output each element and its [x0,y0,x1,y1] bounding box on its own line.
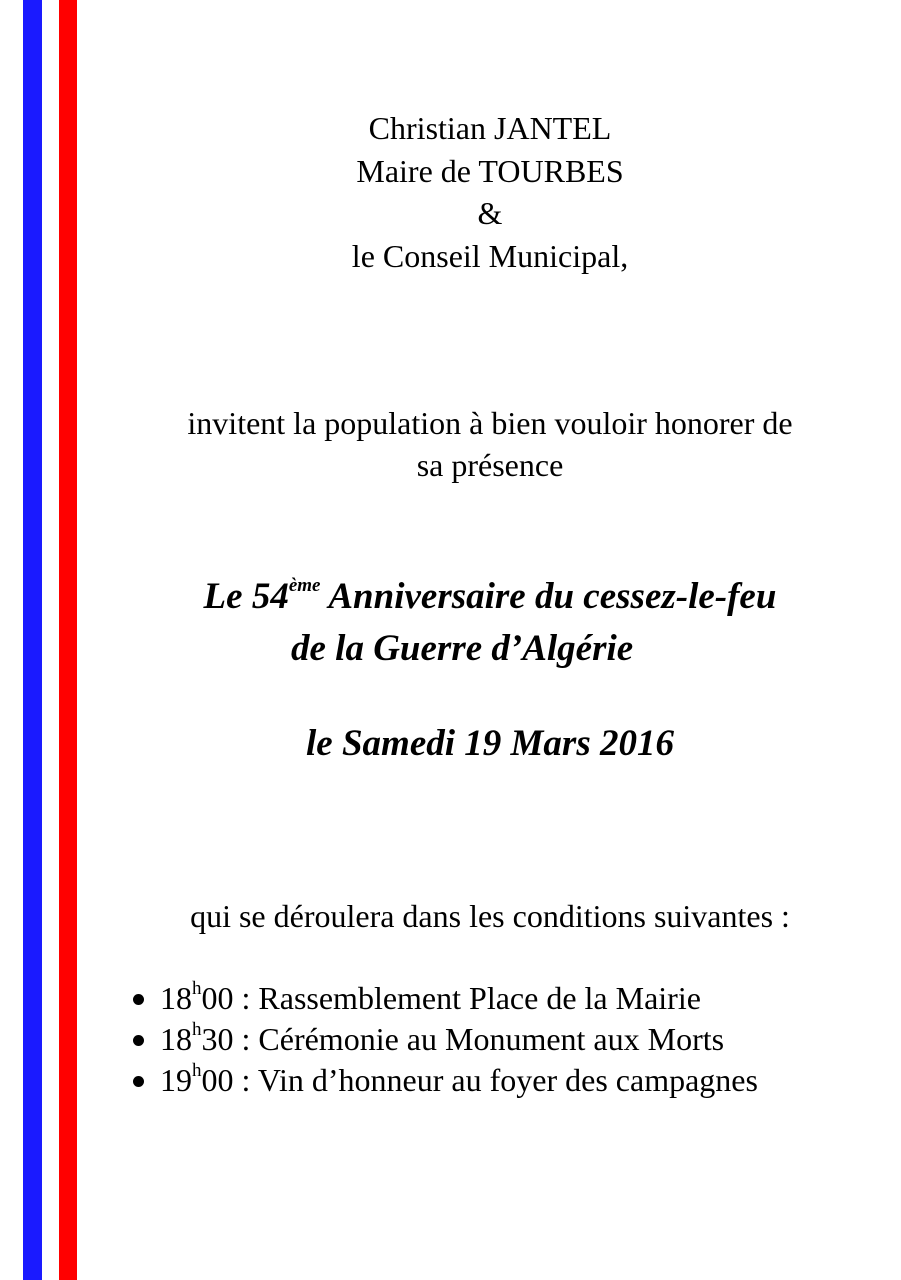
schedule-minutes: 00 [201,1062,234,1098]
schedule-item [128,1019,758,1060]
event-title [120,571,860,675]
conditions-intro: qui se déroulera dans les conditions suivantes : [190,898,790,934]
schedule-description: : Cérémonie au Monument aux Morts [233,1021,725,1057]
event-title-prefix: Le 54 [203,576,289,617]
bullet-icon [133,994,144,1005]
schedule-hour: 19 [160,1062,192,1098]
mayor-title: Maire de TOURBES [356,152,624,189]
invitation-line-2: sa présence [416,447,564,483]
invitation-line-1: invitent la population à bien vouloir honorer de [187,405,793,441]
event-title-line-1 [120,571,860,623]
schedule-hour: 18 [160,980,192,1016]
schedule-item [128,1060,758,1101]
council-name: le Conseil Municipal, [351,237,629,274]
schedule-hour-suffix: h [192,1060,202,1081]
schedule-description: : Rassemblement Place de la Mairie [233,980,701,1016]
schedule-minutes: 30 [201,1021,234,1057]
schedule-hour-suffix: h [192,978,202,999]
bullet-icon [133,1035,144,1046]
event-title-ordinal: ème [288,575,321,596]
event-title-line-2: de la Guerre d’Algérie [291,628,634,669]
invitation-header [240,107,740,277]
event-date: le Samedi 19 Mars 2016 [306,723,674,764]
event-title-suffix: Anniversaire du cessez-le-feu [320,576,777,617]
bullet-icon [133,1076,144,1087]
schedule-minutes: 00 [201,980,234,1016]
schedule-hour-suffix: h [192,1019,202,1040]
flag-stripe-blue [23,0,42,1280]
flag-stripe-red [59,0,77,1280]
schedule-list [128,978,758,1101]
invitation-text [110,402,870,486]
schedule-hour: 18 [160,1021,192,1057]
mayor-name: Christian JANTEL [368,110,612,146]
schedule-description: : Vin d’honneur au foyer des campagnes [233,1062,758,1098]
schedule-item [128,978,758,1019]
ampersand: & [477,195,503,231]
